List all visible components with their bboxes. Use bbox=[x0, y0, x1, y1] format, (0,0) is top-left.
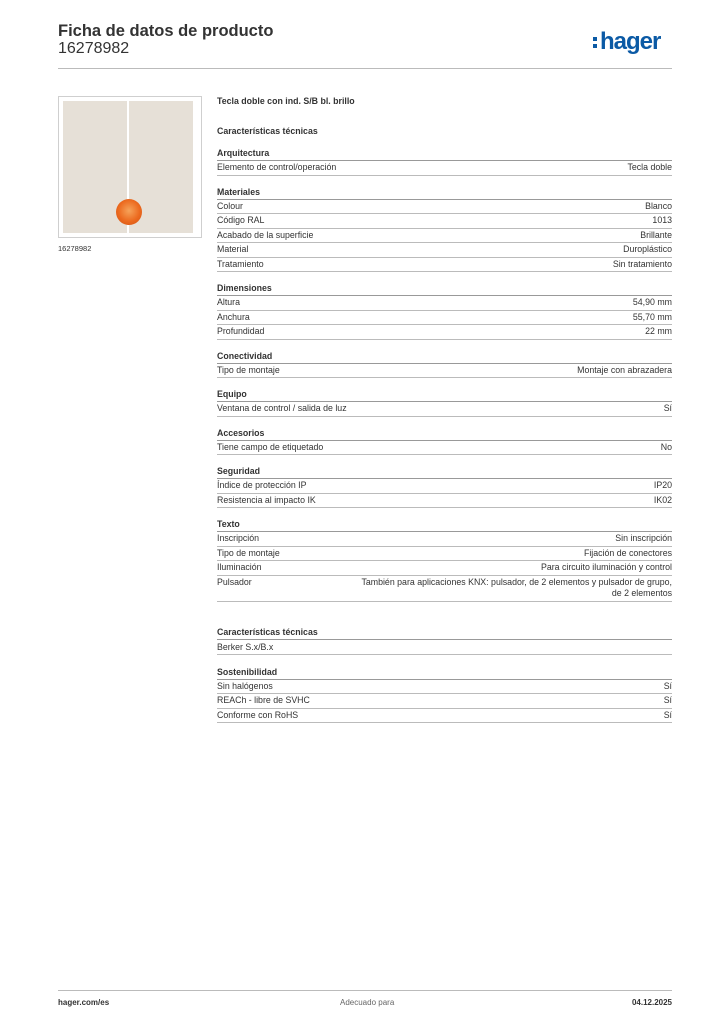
logo-dots-icon bbox=[593, 37, 597, 48]
image-caption: 16278982 bbox=[58, 244, 92, 253]
spec-row bbox=[217, 494, 672, 509]
spec-row bbox=[217, 229, 672, 244]
spec-value: Sí bbox=[663, 695, 672, 705]
spec-key: Código RAL bbox=[217, 215, 265, 225]
spec-row bbox=[217, 243, 672, 258]
hager-logo bbox=[593, 28, 660, 56]
group-title: Equipo bbox=[217, 389, 672, 402]
group-title: Dimensiones bbox=[217, 283, 672, 296]
sustainability-rows bbox=[217, 680, 672, 724]
spec-value: 55,70 mm bbox=[632, 311, 672, 322]
spec-key: Tipo de montaje bbox=[217, 547, 280, 558]
header-divider bbox=[58, 68, 672, 69]
spec-value: Fijación de conectores bbox=[583, 547, 672, 558]
spec-row bbox=[217, 214, 672, 229]
spec-key: Altura bbox=[217, 297, 240, 307]
spec-value: Sí bbox=[663, 403, 672, 413]
spec-key: Anchura bbox=[217, 311, 250, 322]
spec-value: Para circuito iluminación y control bbox=[540, 562, 672, 572]
tech-section-title: Características técnicas bbox=[217, 627, 672, 640]
spec-row bbox=[217, 325, 672, 340]
spec-key: Material bbox=[217, 244, 249, 254]
spec-row bbox=[217, 364, 672, 379]
spec-key: REACh - libre de SVHC bbox=[217, 695, 310, 705]
group-title: Accesorios bbox=[217, 428, 672, 441]
spec-value: IK02 bbox=[653, 494, 672, 505]
spec-row bbox=[217, 561, 672, 576]
footer-divider bbox=[58, 990, 672, 991]
spec-value: También para aplicaciones KNX: pulsador, de 2 elementos y pulsador de grupo, de 2 elementos bbox=[361, 576, 672, 598]
group-title: Seguridad bbox=[217, 466, 672, 479]
spec-key: Elemento de control/operación bbox=[217, 162, 337, 172]
spec-key: Índice de protección IP bbox=[217, 480, 307, 490]
logo-text: hager bbox=[600, 28, 661, 55]
spec-row bbox=[217, 547, 672, 562]
spec-key: Tratamiento bbox=[217, 258, 264, 269]
spec-key: Profundidad bbox=[217, 326, 265, 336]
product-number: 16278982 bbox=[58, 40, 130, 57]
spec-row bbox=[217, 576, 672, 602]
footer-date: 04.12.2025 bbox=[631, 998, 672, 1007]
spec-content bbox=[217, 96, 672, 723]
footer-label: Adecuado para bbox=[340, 998, 395, 1007]
spec-row bbox=[217, 680, 672, 695]
spec-row bbox=[217, 402, 672, 417]
spec-row bbox=[217, 311, 672, 326]
spec-key: Sin halógenos bbox=[217, 680, 273, 691]
group-title: Texto bbox=[217, 519, 672, 532]
sustainability-title: Sostenibilidad bbox=[217, 667, 672, 680]
spec-key: Resistencia al impacto IK bbox=[217, 494, 316, 505]
spec-key: Colour bbox=[217, 200, 243, 211]
spec-value: Sí bbox=[663, 680, 672, 691]
spec-key: Conforme con RoHS bbox=[217, 709, 299, 720]
spec-row bbox=[217, 532, 672, 547]
indicator-light-icon bbox=[116, 199, 142, 225]
group-title: Conectividad bbox=[217, 351, 672, 364]
spec-groups bbox=[217, 148, 672, 602]
spec-value: Blanco bbox=[645, 200, 672, 211]
spec-row bbox=[217, 161, 672, 176]
spec-row bbox=[217, 258, 672, 273]
spec-value: Tecla doble bbox=[627, 162, 672, 172]
spec-row bbox=[217, 200, 672, 215]
spec-value: 54,90 mm bbox=[632, 297, 672, 307]
spec-row bbox=[217, 694, 672, 709]
spec-value: Sin tratamiento bbox=[612, 258, 672, 269]
tech-row: Berker S.x/B.x bbox=[217, 640, 672, 655]
spec-value: 22 mm bbox=[645, 326, 672, 336]
spec-key: Ventana de control / salida de luz bbox=[217, 403, 347, 413]
product-name: Tecla doble con ind. S/B bl. brillo bbox=[217, 96, 355, 106]
spec-value: Brillante bbox=[640, 229, 672, 240]
spec-key: Iluminación bbox=[217, 562, 262, 572]
spec-key: Pulsador bbox=[217, 576, 252, 587]
spec-row bbox=[217, 296, 672, 311]
spec-row bbox=[217, 479, 672, 494]
section-title: Características técnicas bbox=[217, 126, 318, 136]
spec-value: Montaje con abrazadera bbox=[577, 364, 672, 375]
spec-value: Sí bbox=[663, 709, 672, 720]
spec-row bbox=[217, 441, 672, 456]
spec-key: Acabado de la superficie bbox=[217, 229, 314, 240]
spec-value: Sin inscripción bbox=[615, 533, 672, 543]
spec-key: Inscripción bbox=[217, 533, 260, 543]
spec-value: IP20 bbox=[653, 480, 672, 490]
spec-key: Tipo de montaje bbox=[217, 364, 280, 375]
spec-key: Tiene campo de etiquetado bbox=[217, 441, 324, 452]
spec-value: Duroplástico bbox=[623, 244, 672, 254]
spec-value: No bbox=[660, 441, 672, 452]
group-title: Materiales bbox=[217, 187, 672, 200]
spec-value: 1013 bbox=[652, 215, 672, 225]
product-image bbox=[58, 96, 202, 238]
page-title: Ficha de datos de producto bbox=[58, 22, 274, 40]
group-title: Arquitectura bbox=[217, 148, 672, 161]
footer-website: hager.com/es bbox=[58, 998, 110, 1007]
spec-row bbox=[217, 709, 672, 724]
